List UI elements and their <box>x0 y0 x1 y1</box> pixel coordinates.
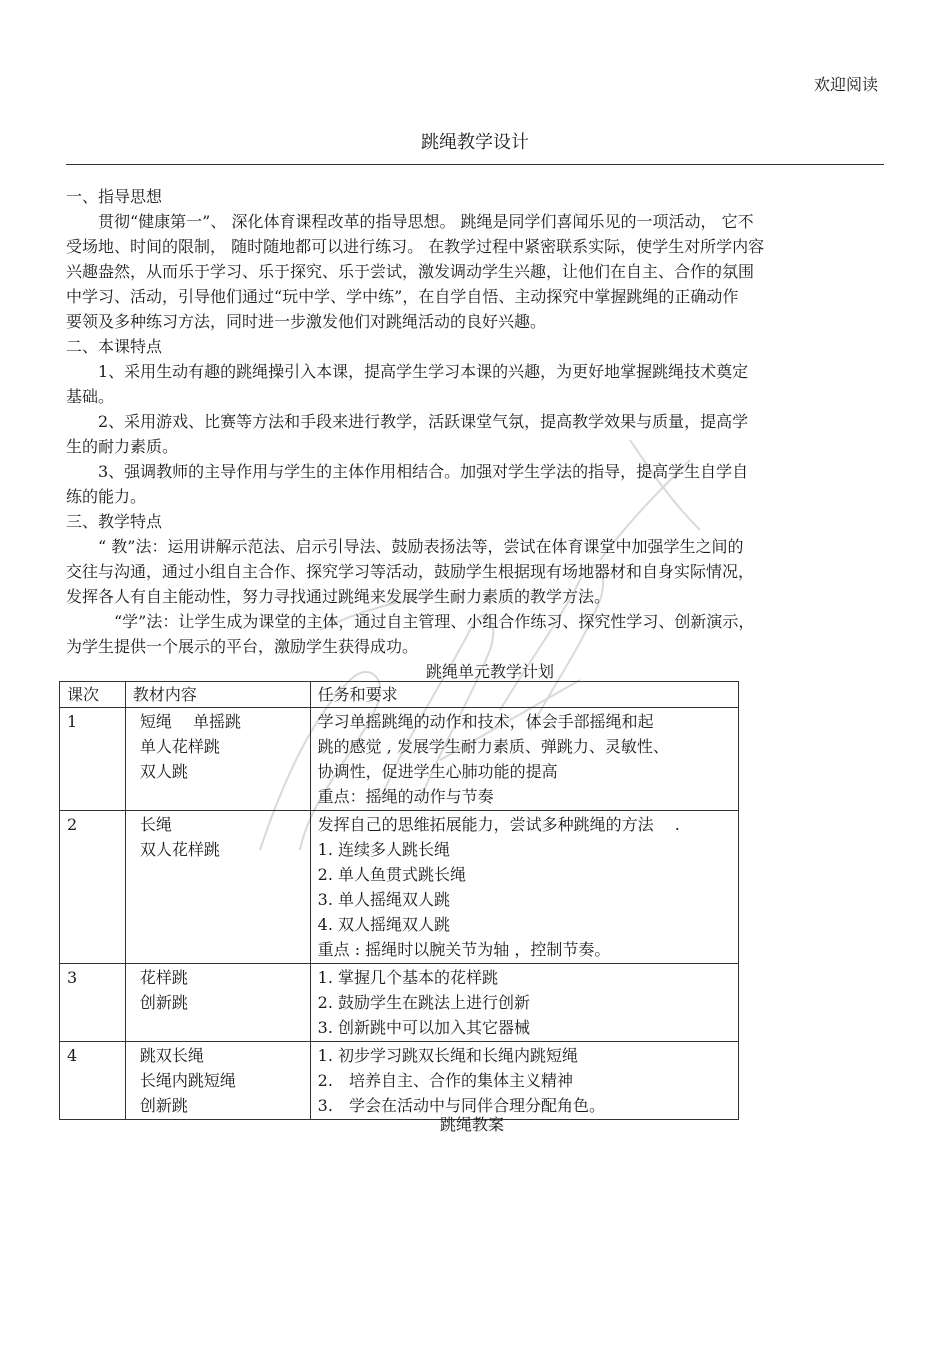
task-line: 跳的感觉 , 发展学生耐力素质、弹跳力、灵敏性、 <box>317 737 669 756</box>
guiding-thought-paragraph <box>66 209 886 234</box>
lesson-tasks <box>310 708 738 811</box>
task-line: 重点 : 摇绳时以腕关节为轴 ，控制节奏。 <box>317 940 611 959</box>
lesson-content <box>125 811 310 964</box>
content-line: 长绳 <box>139 815 172 834</box>
text-line: 1、采用生动有趣的跳绳操引入本课，提高学生学习本课的兴趣，为更好地掌握跳绳技术奠定 <box>98 362 749 381</box>
task-line: 2. 单人鱼贯式跳长绳 <box>317 865 467 884</box>
column-header-content: 教材内容 <box>125 682 310 708</box>
text-line: 贯彻“健康第一”、 深化体育课程改革的指导思想。 跳绳是同学们喜闻乐见的一项活动， 它不 <box>98 212 754 231</box>
teaching-method-paragraph <box>66 534 886 559</box>
lesson-content <box>125 708 310 811</box>
lesson-feature-3 <box>66 459 886 484</box>
lesson-number: 2 <box>60 811 126 964</box>
table-row <box>60 964 739 1042</box>
lesson-plan-caption: 跳绳教案 <box>439 1115 504 1134</box>
text-line: 为学生提供一个展示的平台，激励学生获得成功。 <box>66 637 419 656</box>
content-line: 双人跳 <box>139 762 188 781</box>
task-line: 1. 掌握几个基本的花样跳 <box>317 968 499 987</box>
task-line: 3. 学会在活动中与同伴合理分配角色。 <box>317 1096 605 1115</box>
header-note: 欢迎阅读 <box>813 75 878 94</box>
section-heading-guiding-thought: 一、指导思想 <box>66 187 163 206</box>
task-line: 重点：摇绳的动作与节奏 <box>317 787 494 806</box>
body-content <box>66 184 886 684</box>
task-line: 4. 双人摇绳双人跳 <box>317 915 451 934</box>
table-header-row <box>60 682 739 708</box>
table-row <box>60 708 739 811</box>
text-line: 发挥各人有自主能动性，努力寻找通过跳绳来发展学生耐力素质的教学方法。 <box>66 587 611 606</box>
table-row <box>60 811 739 964</box>
title-divider <box>66 164 884 165</box>
lesson-number: 4 <box>60 1042 126 1120</box>
content-line: 双人花样跳 <box>139 840 220 859</box>
lesson-tasks <box>310 811 738 964</box>
content-line: 创新跳 <box>139 993 188 1012</box>
unit-plan-table <box>59 681 739 1120</box>
lesson-feature-1 <box>66 359 886 384</box>
content-line: 长绳内跳短绳 <box>139 1071 236 1090</box>
table-caption: 跳绳单元教学计划 <box>425 662 554 681</box>
text-line: “ 教”法：运用讲解示范法、启示引导法、鼓励表扬法等，尝试在体育课堂中加强学生之间的 <box>98 537 744 556</box>
section-heading-lesson-features: 二、本课特点 <box>66 337 163 356</box>
task-line: 1. 初步学习跳双长绳和长绳内跳短绳 <box>317 1046 579 1065</box>
text-line: 交往与沟通，通过小组自主合作、探究学习等活动，鼓励学生根据现有场地器材和自身实际情况， <box>66 562 755 581</box>
task-line: 2. 鼓励学生在跳法上进行创新 <box>317 993 531 1012</box>
content-line: 创新跳 <box>139 1096 188 1115</box>
text-line: 2、采用游戏、比赛等方法和手段来进行教学，活跃课堂气氛，提高教学效果与质量，提高学 <box>98 412 749 431</box>
task-line: 发挥自己的思维拓展能力，尝试多种跳绳的方法 . <box>317 815 680 834</box>
lesson-content <box>125 1042 310 1120</box>
content-line: 跳双长绳 <box>139 1046 204 1065</box>
lesson-content <box>125 964 310 1042</box>
lesson-tasks <box>310 1042 738 1120</box>
section-heading-teaching-features: 三、教学特点 <box>66 512 163 531</box>
lesson-number: 1 <box>60 708 126 811</box>
document-title: 跳绳教学设计 <box>421 132 529 153</box>
table-row <box>60 1042 739 1120</box>
column-header-lesson: 课次 <box>60 682 126 708</box>
text-line: “学”法：让学生成为课堂的主体，通过自主管理、小组合作练习、探究性学习、创新演示， <box>114 612 755 631</box>
text-line: 基础。 <box>66 387 115 406</box>
text-line: 练的能力。 <box>66 487 147 506</box>
text-line: 3、强调教师的主导作用与学生的主体作用相结合。加强对学生学法的指导，提高学生自学自 <box>98 462 749 481</box>
content-line: 单人花样跳 <box>139 737 220 756</box>
content-line: 花样跳 <box>139 968 188 987</box>
task-line: 1. 连续多人跳长绳 <box>317 840 451 859</box>
text-line: 中学习、活动，引导他们通过“玩中学、学中练”，在自学自悟、主动探究中掌握跳绳的正确动作 <box>66 287 739 306</box>
task-line: 协调性，促进学生心肺功能的提高 <box>317 762 558 781</box>
guiding-thought-continuation <box>66 234 886 334</box>
task-line: 3. 单人摇绳双人跳 <box>317 890 451 909</box>
lesson-tasks <box>310 964 738 1042</box>
text-line: 生的耐力素质。 <box>66 437 179 456</box>
text-line: 受场地、时间的限制， 随时随地都可以进行练习。 在教学过程中紧密联系实际，使学生对所学内容 <box>66 237 765 256</box>
content-line: 短绳 单摇跳 <box>139 712 242 731</box>
lesson-feature-2 <box>66 409 886 434</box>
lesson-number: 3 <box>60 964 126 1042</box>
text-line: 兴趣盎然，从而乐于学习、乐于探究、乐于尝试，激发调动学生兴趣，让他们在自主、合作的氛围 <box>66 262 755 281</box>
learning-method-paragraph <box>66 609 886 634</box>
task-line: 学习单摇跳绳的动作和技术，体会手部摇绳和起 <box>317 712 654 731</box>
text-line: 要领及多种练习方法，同时进一步激发他们对跳绳活动的良好兴趣。 <box>66 312 547 331</box>
column-header-tasks: 任务和要求 <box>310 682 738 708</box>
task-line: 2. 培养自主、合作的集体主义精神 <box>317 1071 573 1090</box>
task-line: 3. 创新跳中可以加入其它器械 <box>317 1018 531 1037</box>
